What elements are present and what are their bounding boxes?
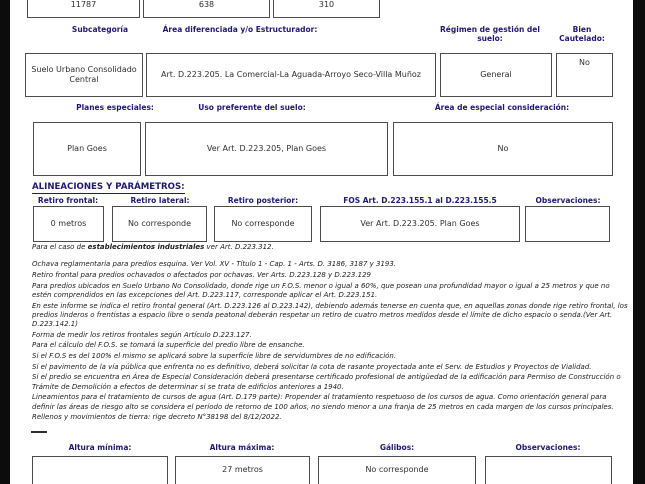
label-retiro-lateral: Retiro lateral:: [130, 196, 190, 205]
label-observaciones-alturas: Observaciones:: [515, 443, 581, 452]
field-box-retiro-lateral: No corresponde: [112, 206, 207, 242]
note-paragraph: Ochava reglamentaria para predios esquina. Ver Vol. XV - Título 1 - Cap. 1 - Arts. D. 3186, 3187 y 3193.: [32, 260, 397, 269]
label-altura-minima: Altura mínima:: [68, 443, 132, 452]
section-heading-alineaciones: ALINEACIONES Y PARÁMETROS:: [32, 182, 185, 192]
note-paragraph: Forma de medir los retiros frontales según Artículo D.223.127.: [32, 330, 252, 339]
label-altura-maxima: Altura máxima:: [209, 443, 275, 452]
field-box-galibos: No corresponde: [318, 456, 476, 484]
label-uso-preferente: Uso preferente del suelo:: [198, 103, 306, 112]
label-retiro-frontal: Retiro frontal:: [37, 196, 99, 205]
label-subcategoria: Subcategoría: [71, 25, 129, 34]
note-paragraph: Si el predio se encuentra en Área de Especial Consideración deberá presentarse certificado profesional de antigüedad de la edificación para Permiso de Construcción o Trámite de Demolición a efectos de determinar si se trata de edificios anteriores a 1940.: [32, 373, 621, 391]
note-paragraph: Para predios ubicados en Suelo Urbano No Consolidado, donde rige un F.O.S. menor o igual a 60%, que posean una profundidad mayor o igual a 25 metros y que no estén comprendidos en las excepciones del Art. D.223.117, corresponde aplicar el Art. D.223.151.: [32, 281, 610, 299]
field-box-observaciones-alturas: [485, 456, 612, 484]
label-area-especial: Área de especial consideración:: [434, 103, 570, 112]
field-box-retiro-posterior: No corresponde: [214, 206, 312, 242]
label-observaciones-alineaciones: Observaciones:: [535, 196, 601, 205]
field-box-planes-especiales: Plan Goes: [33, 122, 141, 176]
note-paragraph: Si el pavimento de la vía pública que enfrenta no es definitivo, deberá solicitar la cota de rasante proyectada ante el Serv. de Estudios y Proyectos de Vialidad.: [32, 362, 592, 371]
label-retiro-posterior: Retiro posterior:: [227, 196, 299, 205]
note-paragraph: Para el cálculo del F.O.S. se tomará la superficie del predio libre de ensanche.: [32, 341, 305, 350]
field-box-top-3: 310: [273, 0, 380, 18]
field-box-regimen-gestion: General: [440, 53, 552, 97]
field-box-retiro-frontal: 0 metros: [33, 206, 104, 242]
note-paragraph: Si el F.O.S es del 100% el mismo se aplicará sobre la superficie libre de servidumbres de no edificación.: [32, 352, 397, 361]
label-galibos: Gálibos:: [379, 443, 415, 452]
field-box-uso-preferente: Ver Art. D.223.205, Plan Goes: [145, 122, 388, 176]
field-box-padron: 11787: [27, 0, 140, 18]
field-box-fos: Ver Art. D.223.205. Plan Goes: [320, 206, 520, 242]
regulatory-notes: [32, 243, 631, 424]
note-paragraph: En este informe se indica el retiro frontal general (Art. D.223.126 al D.223.142), debiendo además tenerse en cuenta que, en aquellas zonas donde rige retiro frontal, los predios linderos o frentistas a espacio libre o senda peatonal deberán respetar un retiro de cuatro metros medidos desde el límite de dicho espacio o senda.(Ver Art. D.223.142.1): [32, 301, 628, 328]
field-box-subcategoria: Suelo Urbano Consolidado Central: [25, 53, 143, 97]
note-paragraph: Retiro frontal para predios ochavados o afectados por ochavas. Ver Arts. D.223.128 y D.223.129: [32, 270, 371, 279]
separator-dash: [31, 431, 47, 433]
field-box-area-especial: No: [393, 122, 613, 176]
field-box-area-diferenciada: Art. D.223.205. La Comercial-La Aguada-Arroyo Seco-Villa Muñoz: [146, 53, 436, 97]
field-box-bien-cautelado: No: [556, 53, 613, 97]
label-bien-cautelado: Bien Cautelado:: [559, 25, 605, 43]
label-fos: FOS Art. D.223.155.1 al D.223.155.5: [343, 196, 497, 205]
field-box-altura-minima: [32, 456, 168, 484]
left-viewer-bar: [0, 0, 10, 484]
field-box-observaciones-alineaciones: [525, 206, 610, 242]
label-regimen-gestion: Régimen de gestión del suelo:: [440, 25, 540, 43]
field-box-top-2: 638: [143, 0, 270, 18]
note-paragraph: Rellenos y movimientos de tierra: rige decreto N°38198 del 8/12/2022.: [32, 413, 282, 422]
note-paragraph: Lineamientos para el tratamiento de cursos de agua (Art. D.179 parte): Propender al tratamiento respetuoso de los cursos de agua. Como orientación general para definir las áreas de riesgo alto se considera el período de retorno de 100 años, no siendo menor a una franja de 25 metros en cada margen de los cursos principales.: [32, 393, 614, 411]
note-establecimientos: Para el caso de establecimientos industriales ver Art. D.223.312.: [32, 243, 274, 251]
label-planes-especiales: Planes especiales:: [76, 103, 154, 112]
right-viewer-bar: [633, 0, 645, 484]
label-area-diferenciada: Área diferenciada y/o Estructurador:: [162, 25, 318, 34]
field-box-altura-maxima: 27 metros: [175, 456, 310, 484]
